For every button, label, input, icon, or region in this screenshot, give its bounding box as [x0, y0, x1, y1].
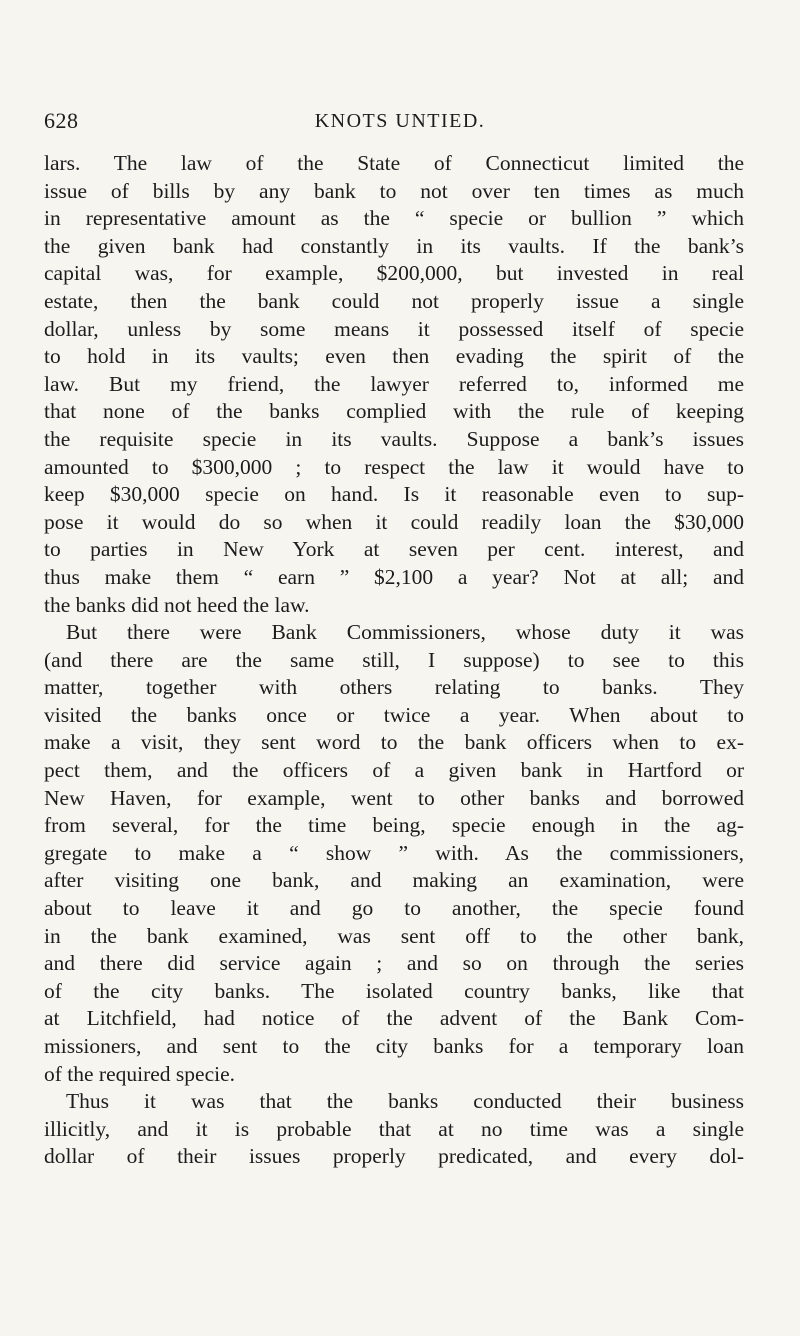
text-line: in the bank examined, was sent off to the other bank, [44, 923, 744, 948]
text-line: and there did service again ; and so on through the series [44, 951, 744, 976]
text-line: But there were Bank Commissioners, whose duty it was [66, 620, 744, 645]
text-line: capital was, for example, $200,000, but invested in real [44, 261, 744, 286]
text-line: lars. The law of the State of Connecticut limited the [44, 151, 744, 175]
text-line: thus make them “ earn ” $2,100 a year? Not at all; and [44, 564, 744, 589]
text-line: illicitly, and it is probable that at no time was a single [44, 1116, 744, 1141]
text-line: matter, together with others relating to banks. They [44, 675, 744, 700]
text-line: gregate to make a “ show ” with. As the commissioners, [44, 840, 744, 865]
page-number: 628 [44, 108, 79, 133]
body-text [44, 150, 744, 1171]
text-line: of the required specie. [44, 1061, 236, 1086]
text-line: (and there are the same still, I suppose) to see to this [44, 647, 744, 672]
text-line: the banks did not heed the law. [44, 592, 310, 617]
text-line: make a visit, they sent word to the bank officers when to ex- [44, 730, 744, 755]
running-head: KNOTS UNTIED. [314, 110, 486, 132]
text-line: New Haven, for example, went to other banks and borrowed [44, 785, 744, 810]
text-line: in representative amount as the “ specie or bullion ” which [44, 206, 744, 231]
text-line: at Litchfield, had notice of the advent of the Bank Com- [44, 1006, 744, 1031]
text-line: dollar of their issues properly predicated, and every dol- [44, 1144, 744, 1169]
text-line: issue of bills by any bank to not over ten times as much [44, 178, 744, 203]
text-line: about to leave it and go to another, the specie found [44, 896, 744, 921]
text-line: of the city banks. The isolated country banks, like that [44, 978, 744, 1003]
text-line: pose it would do so when it could readily loan the $30,000 [44, 509, 744, 534]
text-line: law. But my friend, the lawyer referred to, informed me [44, 371, 744, 396]
text-line: from several, for the time being, specie enough in the ag- [44, 813, 744, 838]
text-line: after visiting one bank, and making an examination, were [44, 868, 744, 893]
page-header [0, 108, 800, 138]
text-line: that none of the banks complied with the rule of keeping [44, 399, 744, 424]
text-line: keep $30,000 specie on hand. Is it reasonable even to sup- [44, 482, 744, 507]
text-line: amounted to $300,000 ; to respect the law it would have to [44, 454, 744, 479]
text-line: to hold in its vaults; even then evading the spirit of the [44, 344, 744, 369]
text-line: Thus it was that the banks conducted their business [66, 1089, 744, 1114]
text-line: the requisite specie in its vaults. Suppose a bank’s issues [44, 426, 744, 451]
text-line: the given bank had constantly in its vaults. If the bank’s [44, 233, 744, 258]
text-line: dollar, unless by some means it possessed itself of specie [44, 316, 744, 341]
text-line: estate, then the bank could not properly issue a single [44, 288, 744, 313]
text-line: to parties in New York at seven per cent. interest, and [44, 537, 744, 562]
text-line: visited the banks once or twice a year. When about to [44, 702, 744, 727]
text-line: missioners, and sent to the city banks for a temporary loan [44, 1034, 744, 1058]
text-line: pect them, and the officers of a given bank in Hartford or [44, 758, 744, 783]
